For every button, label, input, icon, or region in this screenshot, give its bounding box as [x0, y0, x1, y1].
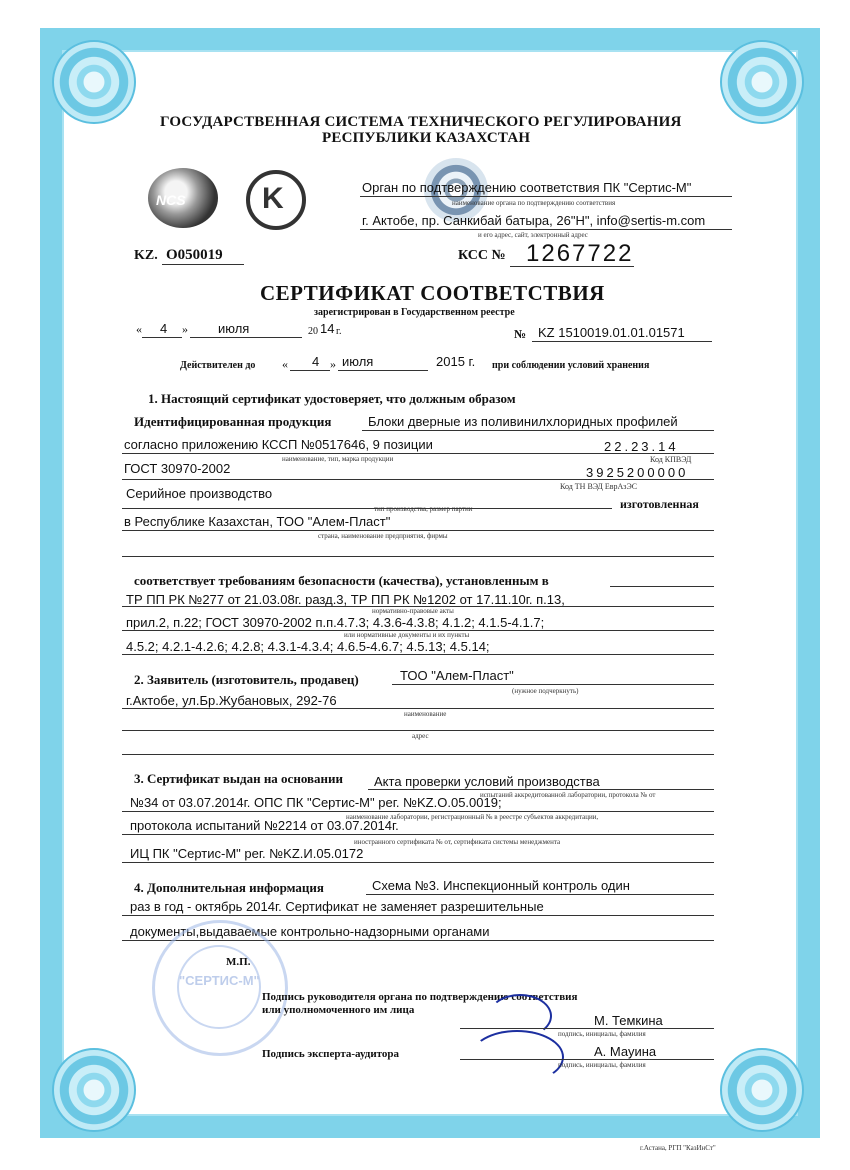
product-label: Идентифицированная продукция [134, 414, 332, 429]
applicant-address: г.Актобе, ул.Бр.Жубановых, 292-76 [126, 693, 337, 708]
expert-signature-label: Подпись эксперта-аудитора [262, 1048, 400, 1060]
certificate-title: СЕРТИФИКАТ СООТВЕТСТВИЯ [260, 281, 605, 305]
issue-day: 4 [160, 321, 168, 336]
production-type: Серийное производство [126, 486, 273, 501]
head-signature-label2: или уполномоченного им лица [262, 1004, 415, 1016]
footer-printer: г.Астана, РГП "КазИнСт" [640, 1144, 716, 1152]
product-annex: согласно приложению КССП №0517646, 9 позиции [124, 437, 433, 452]
requirements-line3: 4.5.2; 4.2.1-4.2.6; 4.2.8; 4.3.1-4.3.4; 4.6.5-4.6.7; 4.5.13; 4.5.14; [126, 639, 490, 654]
tnved-code: 3925200000 [586, 465, 689, 480]
kz-number: О050019 [166, 247, 223, 263]
requirements-line1: ТР ПП РК №277 от 21.03.08г. разд.3, ТР ПП РК №1202 от 17.11.10г. п.13, [126, 592, 565, 607]
organ-name-caption: наименование органа по подтверждению соответствия [452, 199, 616, 207]
kz-prefix: KZ. [134, 248, 158, 263]
valid-label: Действителен до [180, 360, 256, 371]
section2-label: 2. Заявитель (изготовитель, продавец) [134, 672, 359, 687]
corner-rosette [720, 1048, 804, 1132]
basis-line3: протокола испытаний №2214 от 03.07.2014г. [130, 818, 399, 833]
section1-intro: 1. Настоящий сертификат удостоверяет, что должным образом [148, 391, 516, 406]
organ-stamp: "СЕРТИС-М" [152, 920, 288, 1056]
section3-label: 3. Сертификат выдан на основании [134, 771, 343, 786]
basis-line1: Акта проверки условий производства [374, 774, 600, 789]
valid-month: июля [342, 354, 374, 369]
basis-line4: ИЦ ПК "Сертис-М" рег. №KZ.И.05.0172 [130, 846, 364, 861]
kss-number: 1267722 [526, 240, 634, 267]
registered-label: зарегистрирован в Государственном реестре [314, 307, 515, 318]
header-line2: РЕСПУБЛИКИ КАЗАХСТАН [322, 130, 531, 146]
product-name: Блоки дверные из поливинилхлоридных профилей [368, 414, 678, 429]
made-label: изготовленная [620, 497, 699, 511]
organ-address-caption: и его адрес, сайт, электронный адрес [478, 231, 588, 239]
corner-rosette [52, 1048, 136, 1132]
valid-condition: при соблюдении условий хранения [492, 360, 650, 371]
kss-prefix: КСС № [458, 248, 506, 263]
gost-standard: ГОСТ 30970-2002 [124, 461, 231, 476]
applicant-name: ТОО "Алем-Пласт" [400, 668, 514, 683]
issue-year: 14 [320, 321, 335, 336]
complies-label: соответствует требованиям безопасности (качества), установленным в [134, 573, 549, 588]
head-name: М. Темкина [594, 1013, 663, 1028]
registry-number: KZ 1510019.01.01.01571 [538, 325, 685, 340]
section4-label: 4. Дополнительная информация [134, 880, 324, 895]
info-line2: раз в год - октябрь 2014г. Сертификат не заменяет разрешительные [130, 899, 544, 914]
expert-name: А. Мауина [594, 1044, 657, 1059]
valid-day: 4 [312, 354, 320, 369]
organ-name: Орган по подтверждению соответствия ПК "Сертис-М" [362, 180, 692, 195]
issue-month: июля [218, 321, 250, 336]
corner-rosette [720, 40, 804, 124]
expert-signature-icon [470, 1030, 564, 1084]
kpved-code: 22.23.14 [604, 439, 679, 454]
corner-rosette [52, 40, 136, 124]
valid-year: 2015 г. [436, 354, 476, 369]
info-line1: Схема №3. Инспекционный контроль один [372, 878, 630, 893]
manufacturer-country: в Республике Казахстан, ТОО "Алем-Пласт" [124, 514, 391, 529]
header-line1: ГОСУДАРСТВЕННАЯ СИСТЕМА ТЕХНИЧЕСКОГО РЕГУЛИРОВАНИЯ [160, 114, 682, 130]
organ-address: г. Актобе, пр. Санкибай батыра, 26"Н", info@sertis-m.com [362, 213, 706, 228]
head-signature-label1: Подпись руководителя органа по подтверждению соответствия [262, 991, 578, 1003]
info-line3: документы,выдаваемые контрольно-надзорными органами [130, 924, 490, 939]
requirements-line2: прил.2, п.22; ГОСТ 30970-2002 п.п.4.7.3; 4.3.6-4.3.8; 4.1.2; 4.1.5-4.1.7; [126, 615, 545, 630]
mp-label: М.П. [226, 956, 251, 968]
globe-logo-icon: NCS [148, 168, 218, 228]
kst-logo-icon: K [246, 170, 306, 230]
basis-line2: №34 от 03.07.2014г. ОПС ПК "Сертис-М" рег. №KZ.O.05.0019; [130, 795, 502, 810]
